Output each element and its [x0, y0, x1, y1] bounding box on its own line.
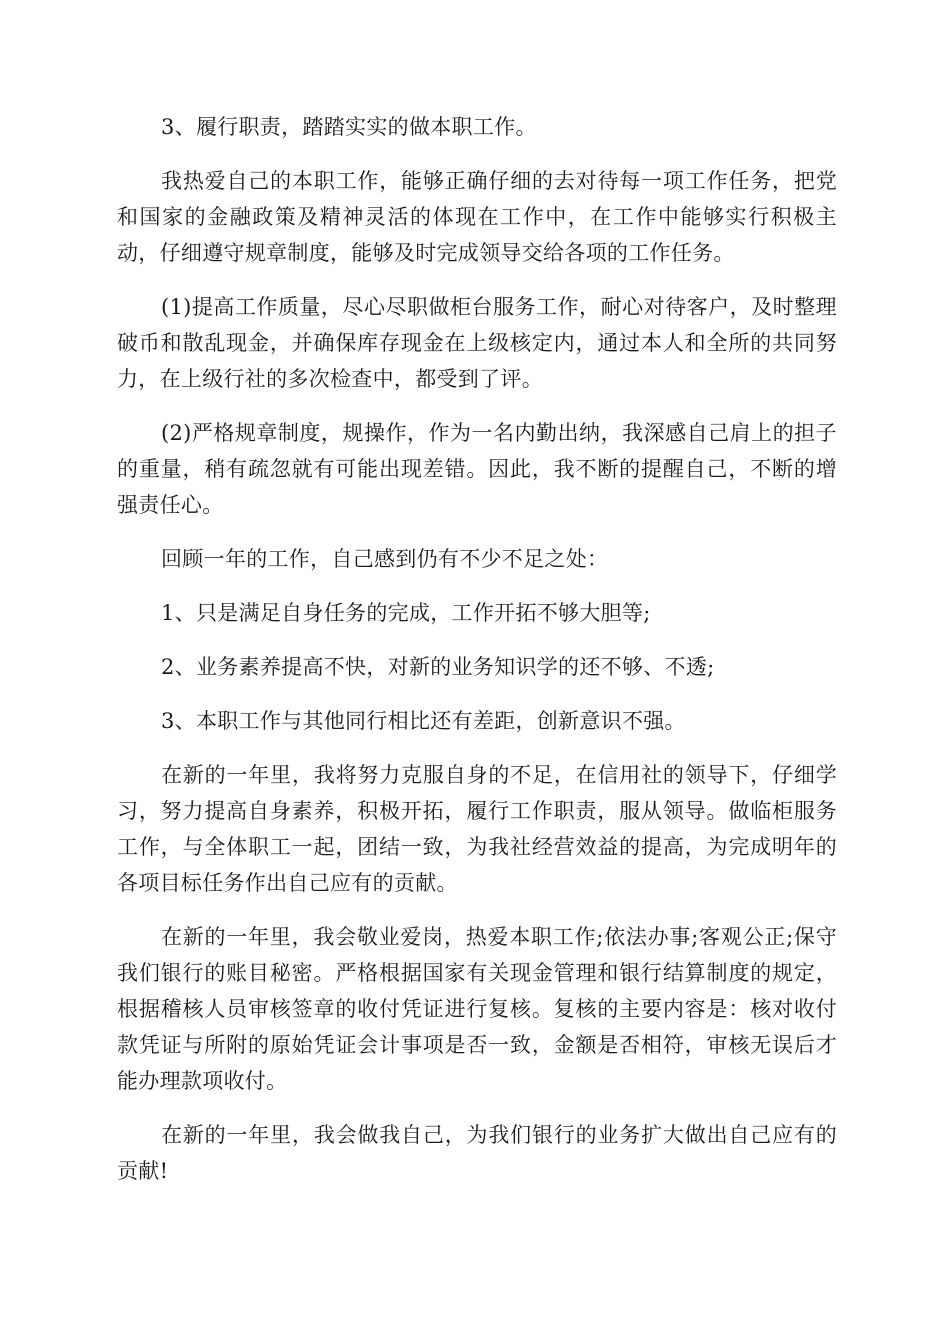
- paragraph-shortcoming-1: 1、只是满足自身任务的完成，工作开拓不够大胆等;: [161, 601, 651, 625]
- paragraph-rules: (2)严格规章制度，规操作，作为一名内勤出纳，我深感自己肩上的担子的重量，稍有疏忽就有可能出现差错。因此，我不断的提醒自己，不断的增强责任心。: [117, 421, 837, 517]
- paragraph-closing: 在新的一年里，我会做我自己，为我们银行的业务扩大做出自己应有的贡献!: [117, 1123, 837, 1183]
- paragraph-review-intro: 回顾一年的工作，自己感到仍有不少不足之处：: [161, 547, 609, 571]
- paragraph-shortcoming-2: 2、业务素养提高不快，对新的业务知识学的还不够、不透;: [161, 655, 715, 679]
- paragraph-work-quality: (1)提高工作质量，尽心尽职做柜台服务工作，耐心对待客户，及时整理破币和散乱现金，并确保库存现金在上级核定内，通过本人和全所的共同努力，在上级行社的多次检查中，都受到了评。: [117, 295, 837, 391]
- paragraph-work-attitude: 我热爱自己的本职工作，能够正确仔细的去对待每一项工作任务，把党和国家的金融政策及精神灵活的体现在工作中，在工作中能够实行积极主动，仔细遵守规章制度，能够及时完成领导交给各项的工作任务。: [117, 169, 837, 265]
- paragraph-new-year-plan: 在新的一年里，我将努力克服自身的不足，在信用社的领导下，仔细学习，努力提高自身素养，积极开拓，履行工作职责，服从领导。做临柜服务工作，与全体职工一起，团结一致，为我社经营效益的提高，为完成明年的各项目标任务作出自己应有的贡献。: [117, 763, 837, 895]
- paragraph-duty-heading: 3、履行职责，踏踏实实的做本职工作。: [161, 115, 537, 139]
- paragraph-new-year-commitment: 在新的一年里，我会敬业爱岗，热爱本职工作;依法办事;客观公正;保守我们银行的账目秘密。严格根据国家有关现金管理和银行结算制度的规定，根据稽核人员审核签章的收付凭证进行复核。复核的主要内容是：核对收付款凭证与所附的原始凭证会计事项是否一致，金额是否相符，审核无误后才能办理款项收付。: [117, 925, 837, 1093]
- document-page: [117, 109, 837, 1207]
- paragraph-shortcoming-3: 3、本职工作与其他同行相比还有差距，创新意识不强。: [161, 709, 686, 733]
